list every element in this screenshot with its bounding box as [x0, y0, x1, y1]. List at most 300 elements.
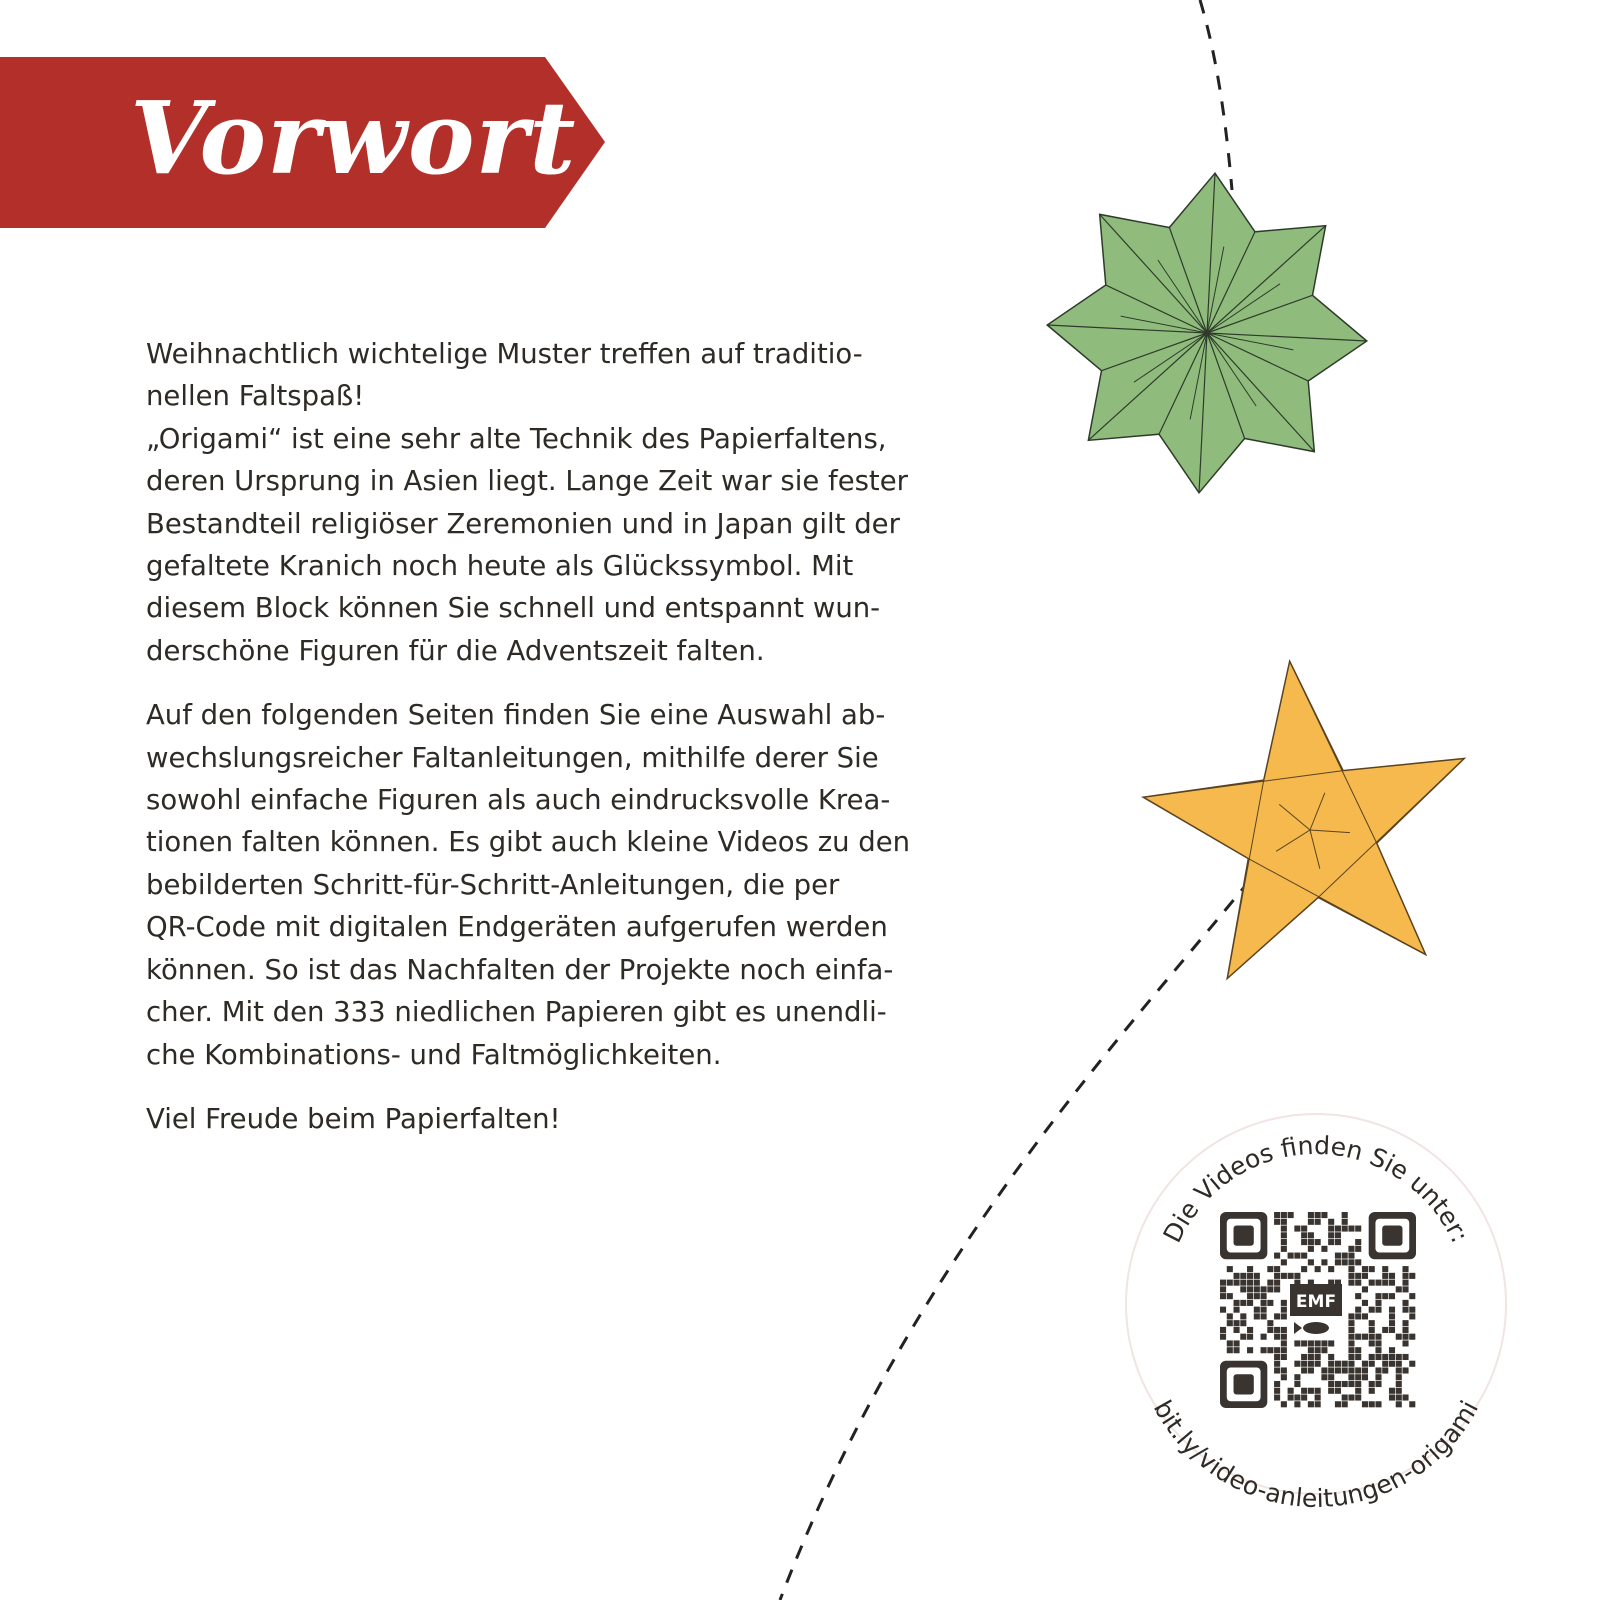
qr-module	[1362, 1361, 1368, 1367]
qr-module	[1301, 1354, 1307, 1360]
qr-module	[1274, 1273, 1280, 1279]
qr-module	[1409, 1293, 1415, 1299]
qr-module	[1375, 1340, 1381, 1346]
qr-module	[1274, 1212, 1280, 1218]
qr-module	[1355, 1354, 1361, 1360]
qr-module	[1308, 1388, 1314, 1394]
qr-module	[1254, 1286, 1260, 1292]
qr-module	[1261, 1286, 1267, 1292]
qr-module	[1274, 1280, 1280, 1286]
qr-module	[1328, 1367, 1334, 1373]
qr-module	[1261, 1307, 1267, 1313]
text-line: sowohl einfache Figuren als auch eindrucksvolle Krea-	[146, 784, 891, 817]
qr-module	[1375, 1300, 1381, 1306]
qr-module	[1274, 1286, 1280, 1292]
text-line: Bestandteil religiöser Zeremonien und in Japan gilt der	[146, 507, 900, 540]
five-point-origami-star-icon	[1143, 661, 1464, 978]
qr-module	[1348, 1280, 1354, 1286]
text-line: diesem Block können Sie schnell und entspannt wun-	[146, 592, 881, 625]
qr-module	[1274, 1354, 1280, 1360]
qr-module	[1382, 1273, 1388, 1279]
qr-module	[1396, 1394, 1402, 1400]
qr-module	[1281, 1374, 1287, 1380]
qr-module	[1267, 1286, 1273, 1292]
qr-module	[1342, 1381, 1348, 1387]
qr-module	[1328, 1226, 1334, 1232]
qr-module	[1274, 1347, 1280, 1353]
qr-module	[1301, 1239, 1307, 1245]
qr-module	[1389, 1388, 1395, 1394]
qr-module	[1227, 1320, 1233, 1326]
qr-module	[1375, 1374, 1381, 1380]
qr-module	[1240, 1286, 1246, 1292]
qr-module	[1382, 1354, 1388, 1360]
qr-module	[1355, 1313, 1361, 1319]
qr-module	[1234, 1340, 1240, 1346]
qr-module	[1267, 1327, 1273, 1333]
qr-module	[1281, 1347, 1287, 1353]
qr-module	[1321, 1259, 1327, 1265]
qr-module	[1328, 1361, 1334, 1367]
qr-module	[1409, 1307, 1415, 1313]
qr-module	[1315, 1394, 1321, 1400]
qr-caption-url[interactable]: bit.ly/video-anleitungen-origami	[1147, 1395, 1485, 1514]
orange-star-body	[1143, 661, 1464, 978]
text-line: tionen falten können. Es gibt auch kleine Videos zu den	[146, 826, 911, 859]
qr-module	[1281, 1354, 1287, 1360]
qr-module	[1288, 1253, 1294, 1259]
qr-module	[1369, 1320, 1375, 1326]
qr-module	[1335, 1381, 1341, 1387]
qr-module	[1315, 1266, 1321, 1272]
text-line: cher. Mit den 333 niedlichen Papieren gibt es unendli-	[146, 996, 887, 1029]
qr-module	[1227, 1280, 1233, 1286]
text-line: deren Ursprung in Asien liegt. Lange Zeit war sie fester	[146, 465, 908, 498]
qr-module	[1375, 1307, 1381, 1313]
qr-module	[1301, 1232, 1307, 1238]
qr-module	[1348, 1394, 1354, 1400]
qr-module	[1315, 1401, 1321, 1407]
qr-module	[1281, 1401, 1287, 1407]
qr-module	[1254, 1307, 1260, 1313]
qr-module	[1261, 1300, 1267, 1306]
qr-module	[1328, 1381, 1334, 1387]
qr-module	[1281, 1259, 1287, 1265]
qr-module	[1409, 1334, 1415, 1340]
qr-module	[1362, 1300, 1368, 1306]
qr-module	[1402, 1266, 1408, 1272]
qr-module	[1348, 1246, 1354, 1252]
qr-module	[1382, 1361, 1388, 1367]
qr-module	[1355, 1259, 1361, 1265]
qr-module	[1301, 1226, 1307, 1232]
qr-module	[1402, 1340, 1408, 1346]
qr-module	[1409, 1313, 1415, 1319]
qr-module	[1254, 1273, 1260, 1279]
qr-module	[1294, 1361, 1300, 1367]
qr-caption-top: Die Videos finden Sie unter:	[1157, 1130, 1475, 1248]
qr-module	[1267, 1280, 1273, 1286]
qr-module	[1328, 1232, 1334, 1238]
qr-module	[1348, 1354, 1354, 1360]
qr-module	[1342, 1259, 1348, 1265]
qr-module	[1348, 1340, 1354, 1346]
qr-module	[1267, 1347, 1273, 1353]
qr-module	[1342, 1253, 1348, 1259]
qr-module	[1315, 1388, 1321, 1394]
qr-module	[1234, 1307, 1240, 1313]
qr-module	[1274, 1361, 1280, 1367]
text-line: Viel Freude beim Papierfalten!	[146, 1102, 561, 1135]
qr-module	[1281, 1327, 1287, 1333]
qr-module	[1247, 1347, 1253, 1353]
qr-module	[1362, 1266, 1368, 1272]
qr-module	[1328, 1374, 1334, 1380]
qr-module	[1227, 1293, 1233, 1299]
qr-module	[1227, 1266, 1233, 1272]
intro-text	[146, 333, 986, 1162]
qr-module	[1281, 1367, 1287, 1373]
qr-module	[1375, 1401, 1381, 1407]
qr-module	[1348, 1347, 1354, 1353]
qr-module	[1389, 1361, 1395, 1367]
qr-module	[1308, 1246, 1314, 1252]
qr-module	[1375, 1381, 1381, 1387]
qr-module	[1355, 1381, 1361, 1387]
qr-module	[1335, 1388, 1341, 1394]
qr-module	[1240, 1300, 1246, 1306]
qr-module	[1247, 1266, 1253, 1272]
qr-module	[1281, 1300, 1287, 1306]
page-title: Vorwort	[130, 79, 577, 197]
qr-module	[1281, 1307, 1287, 1313]
qr-module	[1389, 1280, 1395, 1286]
qr-module	[1247, 1327, 1253, 1333]
qr-module	[1315, 1239, 1321, 1245]
qr-module	[1362, 1286, 1368, 1292]
qr-module	[1328, 1354, 1334, 1360]
qr-module	[1281, 1219, 1287, 1225]
qr-module	[1389, 1327, 1395, 1333]
qr-module	[1281, 1212, 1287, 1218]
qr-module	[1389, 1320, 1395, 1326]
text-line: Auf den folgenden Seiten finden Sie eine Auswahl ab-	[146, 699, 886, 732]
qr-module	[1382, 1293, 1388, 1299]
qr-module	[1328, 1219, 1334, 1225]
qr-module	[1240, 1313, 1246, 1319]
qr-module	[1402, 1320, 1408, 1326]
qr-module	[1328, 1239, 1334, 1245]
qr-module	[1301, 1361, 1307, 1367]
qr-module	[1274, 1394, 1280, 1400]
qr-module	[1321, 1347, 1327, 1353]
qr-module	[1402, 1354, 1408, 1360]
qr-module	[1335, 1401, 1341, 1407]
qr-module	[1261, 1334, 1267, 1340]
qr-module	[1220, 1280, 1226, 1286]
qr-module	[1396, 1286, 1402, 1292]
qr-module	[1301, 1367, 1307, 1373]
qr-module	[1274, 1381, 1280, 1387]
qr-module	[1382, 1367, 1388, 1373]
qr-module	[1294, 1340, 1300, 1346]
qr-module	[1308, 1340, 1314, 1346]
paragraph	[146, 694, 986, 1076]
qr-module	[1375, 1367, 1381, 1373]
qr-module	[1220, 1327, 1226, 1333]
qr-module	[1402, 1286, 1408, 1292]
qr-module	[1348, 1334, 1354, 1340]
qr-module	[1308, 1347, 1314, 1353]
qr-module	[1389, 1354, 1395, 1360]
qr-module	[1402, 1273, 1408, 1279]
qr-module	[1389, 1307, 1395, 1313]
qr-module	[1396, 1381, 1402, 1387]
text-line: können. So ist das Nachfalten der Projekte noch einfa-	[146, 953, 894, 986]
qr-module	[1234, 1327, 1240, 1333]
qr-module	[1288, 1273, 1294, 1279]
qr-module	[1355, 1273, 1361, 1279]
qr-module	[1227, 1313, 1233, 1319]
qr-module	[1294, 1401, 1300, 1407]
qr-module	[1240, 1280, 1246, 1286]
qr-module	[1342, 1219, 1348, 1225]
qr-module	[1294, 1374, 1300, 1380]
qr-module	[1348, 1367, 1354, 1373]
qr-module	[1247, 1280, 1253, 1286]
qr-module	[1348, 1374, 1354, 1380]
qr-module	[1274, 1266, 1280, 1272]
qr-module	[1247, 1334, 1253, 1340]
qr-module	[1369, 1401, 1375, 1407]
qr-module	[1321, 1367, 1327, 1373]
qr-module	[1220, 1334, 1226, 1340]
text-line: nellen Faltspaß!	[146, 380, 365, 413]
qr-module	[1382, 1266, 1388, 1272]
qr-module	[1348, 1253, 1354, 1259]
qr-module	[1342, 1401, 1348, 1407]
qr-module	[1227, 1347, 1233, 1353]
qr-module	[1281, 1232, 1287, 1238]
qr-module	[1335, 1226, 1341, 1232]
text-line: derschöne Figuren für die Adventszeit falten.	[146, 634, 765, 667]
qr-module	[1355, 1334, 1361, 1340]
qr-module	[1369, 1327, 1375, 1333]
text-line: gefaltete Kranich noch heute als Glückssymbol. Mit	[146, 550, 854, 583]
qr-finder-core	[1234, 1226, 1254, 1246]
qr-module	[1281, 1340, 1287, 1346]
qr-module	[1315, 1219, 1321, 1225]
qr-module	[1308, 1219, 1314, 1225]
qr-module	[1335, 1367, 1341, 1373]
qr-module	[1328, 1388, 1334, 1394]
text-line: wechslungsreicher Faltanleitungen, mithilfe derer Sie	[146, 741, 879, 774]
qr-module	[1369, 1340, 1375, 1346]
qr-module	[1362, 1313, 1368, 1319]
qr-module	[1288, 1212, 1294, 1218]
qr-module	[1247, 1300, 1253, 1306]
qr-module	[1308, 1361, 1314, 1367]
qr-module	[1240, 1334, 1246, 1340]
qr-module	[1382, 1280, 1388, 1286]
qr-module	[1281, 1273, 1287, 1279]
qr-module	[1369, 1280, 1375, 1286]
qr-module	[1240, 1273, 1246, 1279]
qr-module	[1396, 1367, 1402, 1373]
qr-module	[1396, 1374, 1402, 1380]
qr-module	[1315, 1354, 1321, 1360]
qr-module	[1355, 1280, 1361, 1286]
qr-module	[1396, 1334, 1402, 1340]
qr-badge	[1126, 1114, 1506, 1513]
qr-module	[1355, 1239, 1361, 1245]
qr-module	[1234, 1280, 1240, 1286]
qr-module	[1315, 1340, 1321, 1346]
qr-module	[1402, 1327, 1408, 1333]
qr-module	[1220, 1286, 1226, 1292]
qr-module	[1348, 1259, 1354, 1265]
qr-module	[1355, 1347, 1361, 1353]
dashed-string-top	[1200, 0, 1232, 190]
qr-module	[1301, 1253, 1307, 1259]
qr-module	[1321, 1212, 1327, 1218]
qr-module	[1328, 1340, 1334, 1346]
qr-module	[1261, 1313, 1267, 1319]
qr-module	[1355, 1226, 1361, 1232]
qr-module	[1335, 1259, 1341, 1265]
qr-module	[1348, 1226, 1354, 1232]
qr-module	[1261, 1293, 1267, 1299]
qr-module	[1342, 1394, 1348, 1400]
qr-module	[1342, 1226, 1348, 1232]
qr-module	[1409, 1361, 1415, 1367]
qr-module	[1402, 1394, 1408, 1400]
qr-module	[1355, 1388, 1361, 1394]
text-line: „Origami“ ist eine sehr alte Technik des Papierfaltens,	[146, 422, 887, 455]
qr-module	[1294, 1273, 1300, 1279]
qr-module	[1362, 1273, 1368, 1279]
qr-module	[1281, 1246, 1287, 1252]
qr-module	[1234, 1273, 1240, 1279]
qr-module	[1342, 1367, 1348, 1373]
qr-module	[1281, 1313, 1287, 1319]
qr-module	[1294, 1253, 1300, 1259]
qr-module	[1396, 1401, 1402, 1407]
qr-finder-core	[1234, 1374, 1254, 1394]
qr-module	[1247, 1293, 1253, 1299]
qr-module	[1409, 1401, 1415, 1407]
qr-module	[1375, 1293, 1381, 1299]
qr-module	[1348, 1313, 1354, 1319]
qr-module	[1396, 1361, 1402, 1367]
qr-module	[1348, 1320, 1354, 1326]
qr-module	[1355, 1307, 1361, 1313]
qr-module	[1389, 1347, 1395, 1353]
qr-module	[1240, 1320, 1246, 1326]
qr-module	[1254, 1293, 1260, 1299]
qr-module	[1274, 1327, 1280, 1333]
qr-module	[1294, 1226, 1300, 1232]
qr-module	[1274, 1313, 1280, 1319]
qr-module	[1281, 1334, 1287, 1340]
qr-module	[1274, 1334, 1280, 1340]
qr-module	[1402, 1300, 1408, 1306]
qr-module	[1308, 1232, 1314, 1238]
qr-module	[1308, 1259, 1314, 1265]
text-line: che Kombinations- und Faltmöglichkeiten.	[146, 1038, 722, 1071]
qr-module	[1254, 1313, 1260, 1319]
qr-module	[1301, 1340, 1307, 1346]
qr-module	[1335, 1253, 1341, 1259]
qr-module	[1321, 1340, 1327, 1346]
qr-module	[1234, 1300, 1240, 1306]
qr-module	[1389, 1293, 1395, 1299]
qr-module	[1315, 1347, 1321, 1353]
qr-module	[1402, 1280, 1408, 1286]
qr-module	[1402, 1307, 1408, 1313]
emf-logo-text: EMF	[1295, 1292, 1337, 1312]
qr-module	[1389, 1273, 1395, 1279]
qr-module	[1396, 1388, 1402, 1394]
qr-module	[1369, 1354, 1375, 1360]
eight-point-origami-star-icon	[1047, 173, 1367, 493]
qr-module	[1362, 1334, 1368, 1340]
qr-module	[1348, 1381, 1354, 1387]
qr-module	[1355, 1367, 1361, 1373]
qr-module	[1274, 1219, 1280, 1225]
qr-module	[1308, 1401, 1314, 1407]
qr-module	[1267, 1300, 1273, 1306]
qr-module	[1348, 1273, 1354, 1279]
qr-module	[1308, 1367, 1314, 1373]
qr-module	[1369, 1334, 1375, 1340]
text-line: Weihnachtlich wichtelige Muster treffen auf traditio-	[146, 338, 863, 370]
qr-module	[1375, 1334, 1381, 1340]
qr-module	[1409, 1273, 1415, 1279]
qr-module	[1348, 1361, 1354, 1367]
qr-module	[1369, 1381, 1375, 1387]
text-line: bebilderten Schritt-für-Schritt-Anleitungen, die per	[146, 868, 840, 901]
qr-module	[1281, 1226, 1287, 1232]
qr-module	[1274, 1253, 1280, 1259]
qr-module	[1301, 1388, 1307, 1394]
qr-module	[1396, 1354, 1402, 1360]
qr-module	[1301, 1394, 1307, 1400]
qr-module	[1362, 1367, 1368, 1373]
qr-module	[1234, 1347, 1240, 1353]
qr-module	[1308, 1239, 1314, 1245]
qr-module	[1355, 1293, 1361, 1299]
paragraph	[146, 1098, 986, 1140]
text-line: QR-Code mit digitalen Endgeräten aufgerufen werden	[146, 911, 888, 944]
qr-module	[1321, 1246, 1327, 1252]
qr-module	[1355, 1374, 1361, 1380]
qr-finder-core	[1382, 1226, 1402, 1246]
qr-module	[1234, 1320, 1240, 1326]
qr-module	[1294, 1381, 1300, 1387]
qr-module	[1369, 1361, 1375, 1367]
qr-module	[1335, 1239, 1341, 1245]
qr-module	[1288, 1388, 1294, 1394]
qr-module	[1267, 1320, 1273, 1326]
qr-module	[1328, 1266, 1334, 1272]
qr-module	[1335, 1232, 1341, 1238]
qr-module	[1369, 1307, 1375, 1313]
qr-module	[1254, 1280, 1260, 1286]
qr-module	[1348, 1327, 1354, 1333]
qr-module	[1321, 1374, 1327, 1380]
qr-module	[1369, 1266, 1375, 1272]
